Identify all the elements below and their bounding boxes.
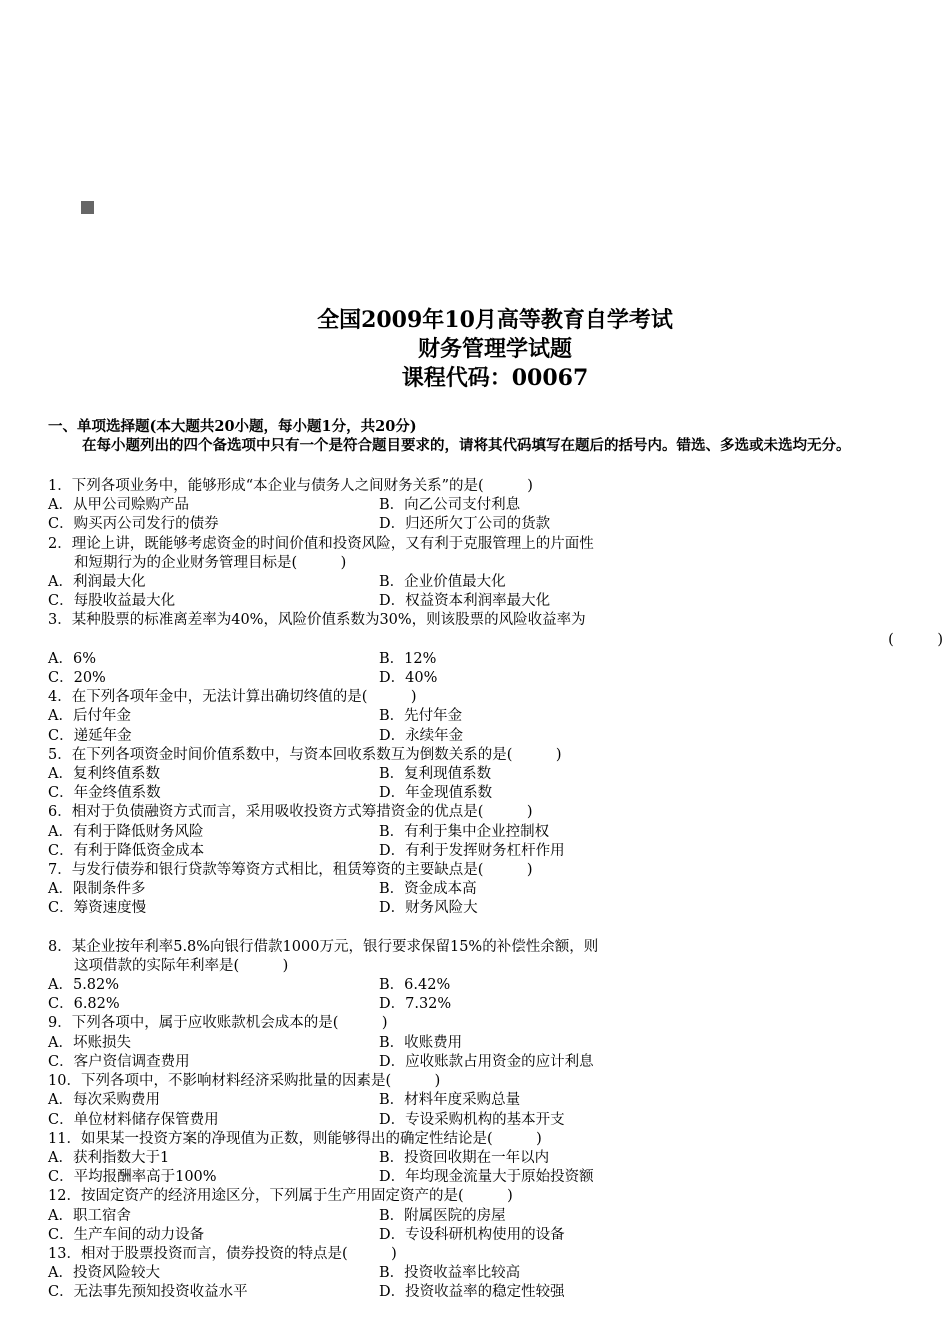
question-list — [48, 477, 943, 1303]
answer-option: D．财务风险大 — [379, 900, 478, 917]
answer-option: A．从甲公司赊购产品 — [48, 497, 189, 514]
option-row — [48, 976, 943, 995]
option-row — [48, 515, 943, 534]
answer-option: C．购买丙公司发行的债券 — [48, 516, 219, 533]
option-row — [48, 1034, 943, 1053]
answer-option: D．有利于发挥财务杠杆作用 — [379, 842, 565, 859]
answer-option: C．有利于降低资金成本 — [48, 842, 205, 859]
option-row — [48, 899, 943, 918]
section-instructions: 在每小题列出的四个备选项中只有一个是符合题目要求的，请将其代码填写在题后的括号内。错选、多选或未选均无分。 — [82, 437, 851, 454]
option-row — [48, 765, 943, 784]
question-stem: 11．如果某一投资方案的净现值为正数，则能够得出的确定性结论是( ) — [48, 1130, 542, 1147]
answer-option: A．5.82% — [48, 977, 120, 994]
answer-option: D．年金现值系数 — [379, 785, 493, 802]
option-row — [48, 650, 943, 669]
option-row — [48, 823, 943, 842]
option-row — [48, 1207, 943, 1226]
answer-option: A．获利指数大于1 — [48, 1149, 170, 1166]
option-row — [48, 784, 943, 803]
answer-option: C．6.82% — [48, 996, 120, 1013]
option-row — [48, 1111, 943, 1130]
question-stem: 2．理论上讲，既能够考虑资金的时间价值和投资风险，又有利于克服管理上的片面性 — [48, 535, 594, 552]
exam-title — [0, 306, 950, 393]
answer-option: A．有利于降低财务风险 — [48, 823, 204, 840]
option-row — [48, 842, 943, 861]
question-stem: 6．相对于负债融资方式而言，采用吸收投资方式筹措资金的优点是( ) — [48, 804, 533, 821]
answer-option: D．永续年金 — [379, 727, 464, 744]
question-stem: 1．下列各项业务中，能够形成“本企业与债务人之间财务关系”的是( ) — [48, 478, 533, 494]
answer-option: A．限制条件多 — [48, 881, 146, 898]
answer-option: A．6% — [48, 650, 96, 667]
question-item — [48, 938, 943, 1015]
option-row — [48, 1053, 943, 1072]
answer-option: D．应收账款占用资金的应计利息 — [379, 1053, 594, 1070]
option-row — [48, 1091, 943, 1110]
answer-option: B．投资收益率比较高 — [379, 1265, 521, 1282]
question-stem: 4．在下列各项年金中，无法计算出确切终值的是( ) — [48, 689, 417, 706]
answer-option: C．单位材料储存保管费用 — [48, 1111, 219, 1128]
option-row — [48, 573, 943, 592]
question-stem: 5．在下列各项资金时间价值系数中，与资本回收系数互为倒数关系的是( ) — [48, 746, 562, 763]
question-stem: 8．某企业按年利率5.8%向银行借款1000万元，银行要求保留15%的补偿性余额，则 — [48, 938, 599, 955]
answer-option: D．年均现金流量大于原始投资额 — [379, 1169, 594, 1186]
answer-parentheses: ( ) — [888, 631, 943, 648]
answer-option: B．企业价值最大化 — [379, 574, 506, 591]
square-bullet-icon — [81, 201, 94, 214]
answer-option: C．年金终值系数 — [48, 785, 161, 802]
question-stem: 12．按固定资产的经济用途区分，下列属于生产用固定资产的是( ) — [48, 1188, 513, 1205]
answer-option: B．材料年度采购总量 — [379, 1092, 521, 1109]
question-item — [48, 688, 943, 746]
question-item — [48, 1014, 943, 1072]
question-stem: 9．下列各项中，属于应收账款机会成本的是( ) — [48, 1015, 388, 1032]
question-stem-continued: 这项借款的实际年利率是( ) — [74, 957, 289, 974]
question-item — [48, 1187, 943, 1245]
option-row — [48, 727, 943, 746]
question-item — [48, 861, 943, 919]
section-header — [48, 417, 943, 455]
question-item — [48, 535, 943, 612]
option-row — [48, 669, 943, 688]
answer-option: B．复利现值系数 — [379, 766, 492, 783]
answer-option: C．平均报酬率高于100% — [48, 1169, 217, 1186]
option-row — [48, 995, 943, 1014]
spacer — [48, 919, 943, 938]
answer-option: C．客户资信调查费用 — [48, 1053, 190, 1070]
answer-option: B．收账费用 — [379, 1034, 463, 1051]
answer-option: A．投资风险较大 — [48, 1265, 160, 1282]
question-item — [48, 1130, 943, 1188]
answer-option: D．专设采购机构的基本开支 — [379, 1111, 565, 1128]
answer-option: B．12% — [379, 650, 437, 667]
option-row — [48, 1226, 943, 1245]
section-heading: 一、单项选择题(本大题共20小题，每小题1分，共20分) — [48, 418, 417, 435]
answer-option: D．专设科研机构使用的设备 — [379, 1226, 565, 1243]
answer-option: B．6.42% — [379, 977, 451, 994]
question-item — [48, 477, 943, 535]
answer-option: D．7.32% — [379, 996, 452, 1013]
question-stem-continued: 和短期行为的企业财务管理目标是( ) — [74, 554, 347, 571]
answer-option: D．权益资本利润率最大化 — [379, 593, 551, 610]
question-stem: 10．下列各项中，不影响材料经济采购批量的因素是( ) — [48, 1073, 441, 1090]
question-item — [48, 611, 943, 688]
answer-option: C．无法事先预知投资收益水平 — [48, 1284, 248, 1301]
option-row — [48, 1283, 943, 1302]
answer-option: A．复利终值系数 — [48, 766, 160, 783]
option-row — [48, 496, 943, 515]
option-row — [48, 1264, 943, 1283]
question-item — [48, 803, 943, 861]
answer-option: C．筹资速度慢 — [48, 900, 147, 917]
answer-option: B．先付年金 — [379, 708, 463, 725]
answer-option: C．每股收益最大化 — [48, 593, 176, 610]
title-line-2: 财务管理学试题 — [417, 336, 572, 362]
option-row — [48, 707, 943, 726]
answer-option: C．20% — [48, 670, 106, 687]
answer-option: C．递延年金 — [48, 727, 132, 744]
answer-option: A．坏账损失 — [48, 1034, 131, 1051]
question-item — [48, 1072, 943, 1130]
title-line-3: 课程代码：00067 — [401, 365, 589, 391]
answer-option: B．投资回收期在一年以内 — [379, 1149, 550, 1166]
answer-option: A．后付年金 — [48, 708, 131, 725]
answer-option: D．40% — [379, 670, 438, 687]
option-row — [48, 1149, 943, 1168]
question-stem: 3．某种股票的标准离差率为40%，风险价值系数为30%，则该股票的风险收益率为 — [48, 612, 586, 629]
question-stem: 7．与发行债券和银行贷款等筹资方式相比，租赁筹资的主要缺点是( ) — [48, 862, 533, 879]
answer-option: B．向乙公司支付利息 — [379, 497, 521, 514]
option-row — [48, 592, 943, 611]
answer-option: B．资金成本高 — [379, 881, 477, 898]
question-item — [48, 1245, 943, 1303]
option-row — [48, 880, 943, 899]
answer-option: B．有利于集中企业控制权 — [379, 823, 550, 840]
answer-option: D．投资收益率的稳定性较强 — [379, 1284, 565, 1301]
answer-option: C．生产车间的动力设备 — [48, 1226, 205, 1243]
answer-option: A．利润最大化 — [48, 574, 146, 591]
answer-option: A．每次采购费用 — [48, 1092, 160, 1109]
answer-option: D．归还所欠丁公司的货款 — [379, 516, 551, 533]
answer-option: B．附属医院的房屋 — [379, 1207, 506, 1224]
question-item — [48, 746, 943, 804]
answer-option: A．职工宿舍 — [48, 1207, 131, 1224]
title-line-1: 全国2009年10月高等教育自学考试 — [317, 307, 673, 333]
option-row — [48, 1168, 943, 1187]
question-stem: 13．相对于股票投资而言，债券投资的特点是( ) — [48, 1245, 397, 1262]
